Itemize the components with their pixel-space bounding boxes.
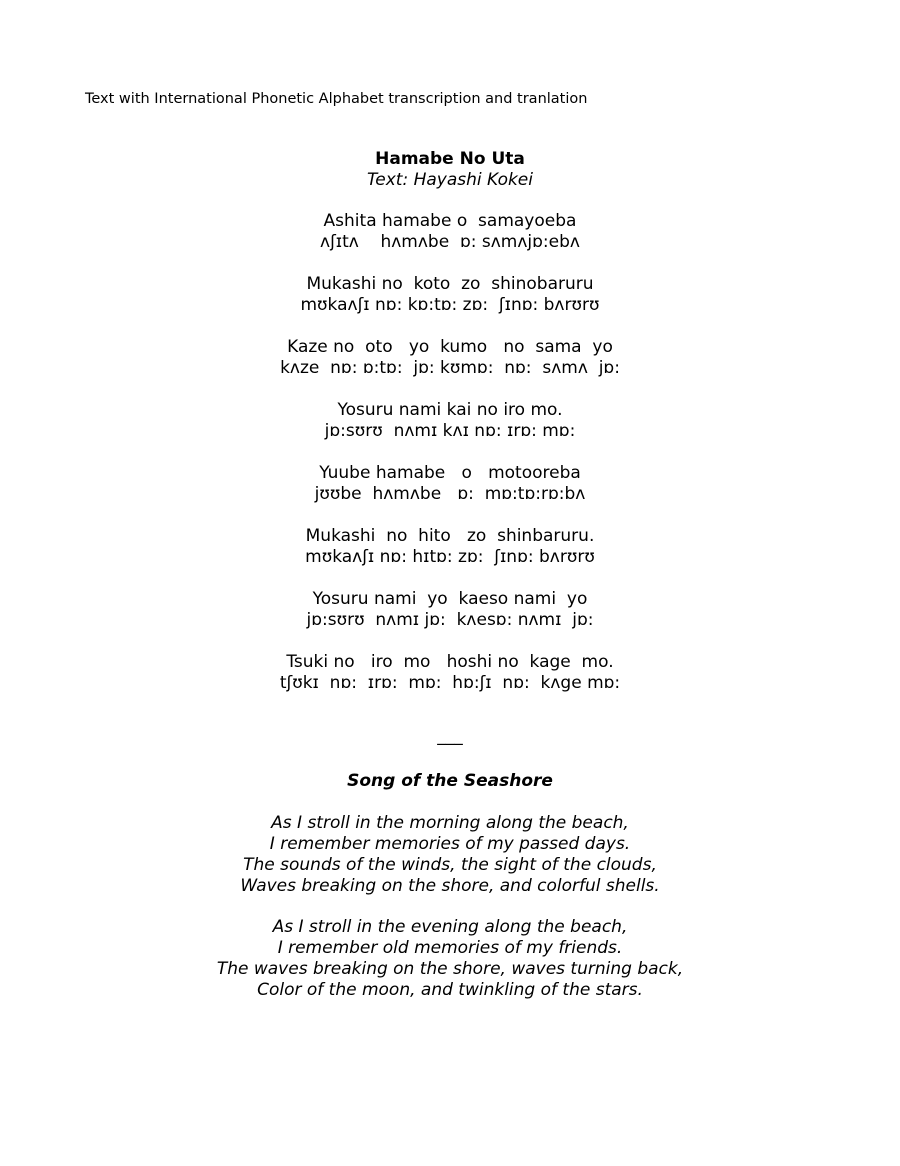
japanese-line: Tsuki no iro mo hoshi no kage mo. bbox=[286, 652, 614, 672]
translation-verse bbox=[0, 813, 900, 917]
japanese-line: Kaze no oto yo kumo no sama yo bbox=[287, 337, 613, 357]
japanese-line: Mukashi no hito zo shinbaruru. bbox=[305, 526, 595, 546]
japanese-line: Yuube hamabe o motooreba bbox=[319, 463, 581, 483]
translation-text bbox=[0, 813, 900, 1021]
stanza bbox=[0, 526, 900, 589]
section-separator: ___ bbox=[437, 726, 463, 746]
translation-line: The sounds of the winds, the sight of the clouds, bbox=[243, 855, 657, 875]
ipa-line: jʊʊbe hʌmʌbe ɒ: mɒ:tɒ:rɒ:bʌ bbox=[314, 484, 586, 504]
stanza bbox=[0, 589, 900, 652]
stanza bbox=[0, 463, 900, 526]
song-author: Text: Hayashi Kokei bbox=[366, 170, 533, 190]
ipa-line: mʊkaʌʃɪ nɒ: kɒ:tɒ: zɒ: ʃɪnɒ: bʌrʊrʊ bbox=[300, 295, 600, 315]
ipa-line: tʃʊkɪ nɒ: ɪrɒ: mɒ: hɒ:ʃɪ nɒ: kʌge mɒ: bbox=[279, 673, 621, 693]
song-title: Hamabe No Uta bbox=[375, 149, 525, 169]
translation-line: Waves breaking on the shore, and colorful shells. bbox=[240, 876, 660, 896]
translation-line: Color of the moon, and twinkling of the stars. bbox=[257, 980, 643, 1000]
translation-title: Song of the Seashore bbox=[347, 771, 553, 791]
stanza bbox=[0, 337, 900, 400]
translation-line: As I stroll in the evening along the beach, bbox=[272, 917, 628, 937]
stanza bbox=[0, 652, 900, 715]
ipa-line: ʌʃɪtʌ hʌmʌbe ɒ: sʌmʌjɒ:ebʌ bbox=[320, 232, 580, 252]
ipa-line: mʊkaʌʃɪ nɒ: hɪtɒ: zɒ: ʃɪnɒ: bʌrʊrʊ bbox=[305, 547, 595, 567]
header-note: Text with International Phonetic Alphabet transcription and tranlation bbox=[85, 91, 588, 107]
stanza bbox=[0, 274, 900, 337]
translation-line: The waves breaking on the shore, waves turning back, bbox=[216, 959, 684, 979]
stanza bbox=[0, 211, 900, 274]
ipa-line: kʌze nɒ: ɒ:tɒ: jɒ: kʊmɒ: nɒ: sʌmʌ jɒ: bbox=[280, 358, 620, 378]
ipa-line: jɒ:sʊrʊ nʌmɪ jɒ: kʌesɒ: nʌmɪ jɒ: bbox=[306, 610, 594, 630]
japanese-line: Yosuru nami yo kaeso nami yo bbox=[312, 589, 588, 609]
ipa-line: jɒ:sʊrʊ nʌmɪ kʌɪ nɒ: ɪrɒ: mɒ: bbox=[324, 421, 576, 441]
stanza-list bbox=[0, 211, 900, 715]
translation-line: I remember memories of my passed days. bbox=[269, 834, 631, 854]
translation-line: I remember old memories of my friends. bbox=[277, 938, 623, 958]
stanza bbox=[0, 400, 900, 463]
japanese-line: Mukashi no koto zo shinobaruru bbox=[306, 274, 594, 294]
translation-line: As I stroll in the morning along the beach, bbox=[271, 813, 629, 833]
japanese-line: Yosuru nami kai no iro mo. bbox=[337, 400, 563, 420]
translation-verse bbox=[0, 917, 900, 1021]
japanese-line: Ashita hamabe o samayoeba bbox=[323, 211, 577, 231]
